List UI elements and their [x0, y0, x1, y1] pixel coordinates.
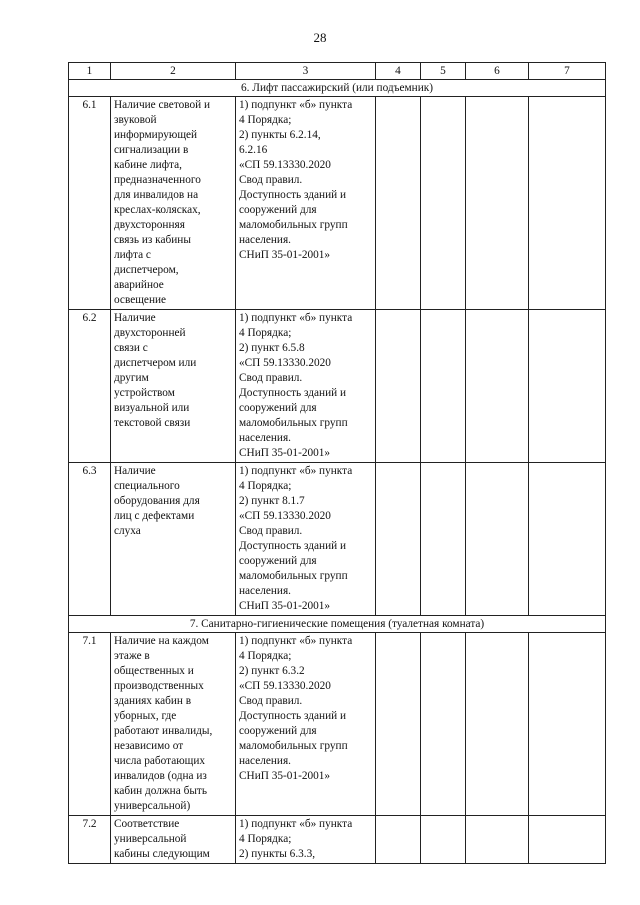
normative-reference-line: СНиП 35-01-2001» [239, 249, 331, 261]
requirement-name [111, 97, 236, 310]
column-header-2: 2 [111, 63, 236, 80]
requirement-name-line: Наличие световой и [114, 99, 211, 111]
normative-reference-line: «СП 59.13330.2020 [239, 357, 331, 369]
normative-reference-line: Свод правил. [239, 174, 303, 186]
normative-reference-line: 4 Порядка; [239, 114, 292, 126]
normative-reference-line: 4 Порядка; [239, 650, 292, 662]
normative-reference-line: 4 Порядка; [239, 833, 292, 845]
requirement-name-line: другим [114, 372, 149, 384]
requirement-name-line: универсальной) [114, 800, 191, 812]
normative-reference-line: маломобильных групп [239, 417, 348, 429]
requirement-name-line: креслах-колясках, [114, 204, 201, 216]
column-header-1: 1 [69, 63, 111, 80]
normative-reference-line: СНиП 35-01-2001» [239, 447, 331, 459]
page-number: 28 [313, 30, 327, 45]
col-6-cell [466, 310, 529, 463]
normative-reference-line: маломобильных групп [239, 219, 348, 231]
col-4-cell [376, 97, 421, 310]
requirement-name-line: инвалидов (одна из [114, 770, 207, 782]
col-6-cell [466, 633, 529, 816]
normative-reference-line: Свод правил. [239, 695, 303, 707]
requirement-name-line: текстовой связи [114, 417, 191, 429]
normative-reference-line: населения. [239, 755, 291, 767]
normative-reference-line: Доступность зданий и [239, 540, 347, 552]
col-5-cell [421, 463, 466, 616]
column-header-row [69, 63, 606, 80]
section-title-row [69, 80, 606, 97]
section-title: 7. Санитарно-гигиенические помещения (туалетная комната) [69, 616, 606, 633]
normative-reference-line: 4 Порядка; [239, 327, 292, 339]
section-title: 6. Лифт пассажирский (или подъемник) [69, 80, 606, 97]
requirement-name-line: двухсторонняя [114, 219, 185, 231]
normative-reference-line: 2) пункт 6.5.8 [239, 342, 305, 354]
col-5-cell [421, 633, 466, 816]
normative-reference-line: 4 Порядка; [239, 480, 292, 492]
table-row [69, 633, 606, 816]
requirement-name-line: слуха [114, 525, 141, 537]
requirement-name-line: кабине лифта, [114, 159, 182, 171]
col-7-cell [529, 310, 606, 463]
requirement-name-line: лифта с [114, 249, 151, 261]
normative-reference-line: сооружений для [239, 725, 317, 737]
normative-reference [236, 310, 376, 463]
normative-reference-line: населения. [239, 234, 291, 246]
requirement-name-line: независимо от [114, 740, 184, 752]
col-7-cell [529, 633, 606, 816]
normative-reference-line: 2) пункт 8.1.7 [239, 495, 305, 507]
requirement-name-line: специального [114, 480, 180, 492]
column-header-3: 3 [236, 63, 376, 80]
requirement-name-line: Наличие [114, 312, 156, 324]
normative-reference-line: СНиП 35-01-2001» [239, 770, 331, 782]
requirement-name [111, 310, 236, 463]
normative-reference-line: Доступность зданий и [239, 387, 347, 399]
requirement-name-line: Наличие [114, 465, 156, 477]
col-4-cell [376, 816, 421, 864]
col-7-cell [529, 463, 606, 616]
col-5-cell [421, 816, 466, 864]
row-number: 7.2 [69, 816, 111, 864]
col-5-cell [421, 310, 466, 463]
requirement-name [111, 633, 236, 816]
normative-reference-line: 1) подпункт «б» пункта [239, 635, 353, 647]
requirement-name-line: для инвалидов на [114, 189, 199, 201]
requirement-name-line: освещение [114, 294, 167, 306]
requirement-name-line: кабин должна быть [114, 785, 207, 797]
requirement-name-line: связь из кабины [114, 234, 191, 246]
requirement-name-line: информирующей [114, 129, 198, 141]
row-number: 6.2 [69, 310, 111, 463]
requirement-name-line: визуальной или [114, 402, 190, 414]
requirement-name-line: Соответствие [114, 818, 180, 830]
normative-reference-line: 1) подпункт «б» пункта [239, 465, 353, 477]
normative-reference-line: «СП 59.13330.2020 [239, 159, 331, 171]
col-7-cell [529, 97, 606, 310]
normative-reference [236, 463, 376, 616]
requirement-name-line: этаже в [114, 650, 150, 662]
requirement-name-line: производственных [114, 680, 204, 692]
normative-reference-line: «СП 59.13330.2020 [239, 510, 331, 522]
normative-reference-line: «СП 59.13330.2020 [239, 680, 331, 692]
requirement-name-line: оборудования для [114, 495, 200, 507]
column-header-5: 5 [421, 63, 466, 80]
col-7-cell [529, 816, 606, 864]
requirements-table [68, 62, 606, 864]
normative-reference-line: 1) подпункт «б» пункта [239, 99, 353, 111]
normative-reference-line: 1) подпункт «б» пункта [239, 312, 353, 324]
requirement-name-line: связи с [114, 342, 148, 354]
requirement-name [111, 816, 236, 864]
normative-reference-line: Свод правил. [239, 372, 303, 384]
column-header-6: 6 [466, 63, 529, 80]
requirement-name-line: лиц с дефектами [114, 510, 195, 522]
requirement-name-line: общественных и [114, 665, 194, 677]
column-header-7: 7 [529, 63, 606, 80]
normative-reference-line: 6.2.16 [239, 144, 268, 156]
normative-reference-line: 2) пункты 6.3.3, [239, 848, 316, 860]
requirement-name-line: зданиях кабин в [114, 695, 192, 707]
normative-reference-line: 1) подпункт «б» пункта [239, 818, 353, 830]
requirement-name-line: универсальной [114, 833, 187, 845]
normative-reference-line: населения. [239, 432, 291, 444]
section-title-row [69, 616, 606, 633]
requirement-name [111, 463, 236, 616]
normative-reference-line: 2) пункт 6.3.2 [239, 665, 305, 677]
table-row [69, 463, 606, 616]
normative-reference-line: СНиП 35-01-2001» [239, 600, 331, 612]
requirement-name-line: аварийное [114, 279, 164, 291]
normative-reference-line: Доступность зданий и [239, 710, 347, 722]
normative-reference-line: 2) пункты 6.2.14, [239, 129, 321, 141]
normative-reference [236, 633, 376, 816]
normative-reference [236, 97, 376, 310]
normative-reference-line: Свод правил. [239, 525, 303, 537]
normative-reference [236, 816, 376, 864]
requirement-name-line: устройством [114, 387, 175, 399]
col-4-cell [376, 463, 421, 616]
col-4-cell [376, 310, 421, 463]
normative-reference-line: населения. [239, 585, 291, 597]
col-6-cell [466, 816, 529, 864]
requirement-name-line: предназначенного [114, 174, 201, 186]
requirement-name-line: диспетчером или [114, 357, 197, 369]
table-row [69, 310, 606, 463]
col-4-cell [376, 633, 421, 816]
normative-reference-line: маломобильных групп [239, 740, 348, 752]
normative-reference-line: маломобильных групп [239, 570, 348, 582]
requirement-name-line: двухсторонней [114, 327, 186, 339]
requirement-name-line: Наличие на каждом [114, 635, 209, 647]
requirement-name-line: сигнализации в [114, 144, 189, 156]
requirement-name-line: уборных, где [114, 710, 177, 722]
requirement-name-line: работают инвалиды, [114, 725, 213, 737]
normative-reference-line: сооружений для [239, 555, 317, 567]
column-header-4: 4 [376, 63, 421, 80]
requirement-name-line: кабины следующим [114, 848, 210, 860]
table-row [69, 97, 606, 310]
col-6-cell [466, 97, 529, 310]
requirement-name-line: диспетчером, [114, 264, 179, 276]
col-6-cell [466, 463, 529, 616]
normative-reference-line: сооружений для [239, 402, 317, 414]
table-body [69, 63, 606, 864]
row-number: 6.3 [69, 463, 111, 616]
requirement-name-line: числа работающих [114, 755, 206, 767]
table-row [69, 816, 606, 864]
requirement-name-line: звуковой [114, 114, 157, 126]
col-5-cell [421, 97, 466, 310]
normative-reference-line: Доступность зданий и [239, 189, 347, 201]
row-number: 7.1 [69, 633, 111, 816]
row-number: 6.1 [69, 97, 111, 310]
normative-reference-line: сооружений для [239, 204, 317, 216]
